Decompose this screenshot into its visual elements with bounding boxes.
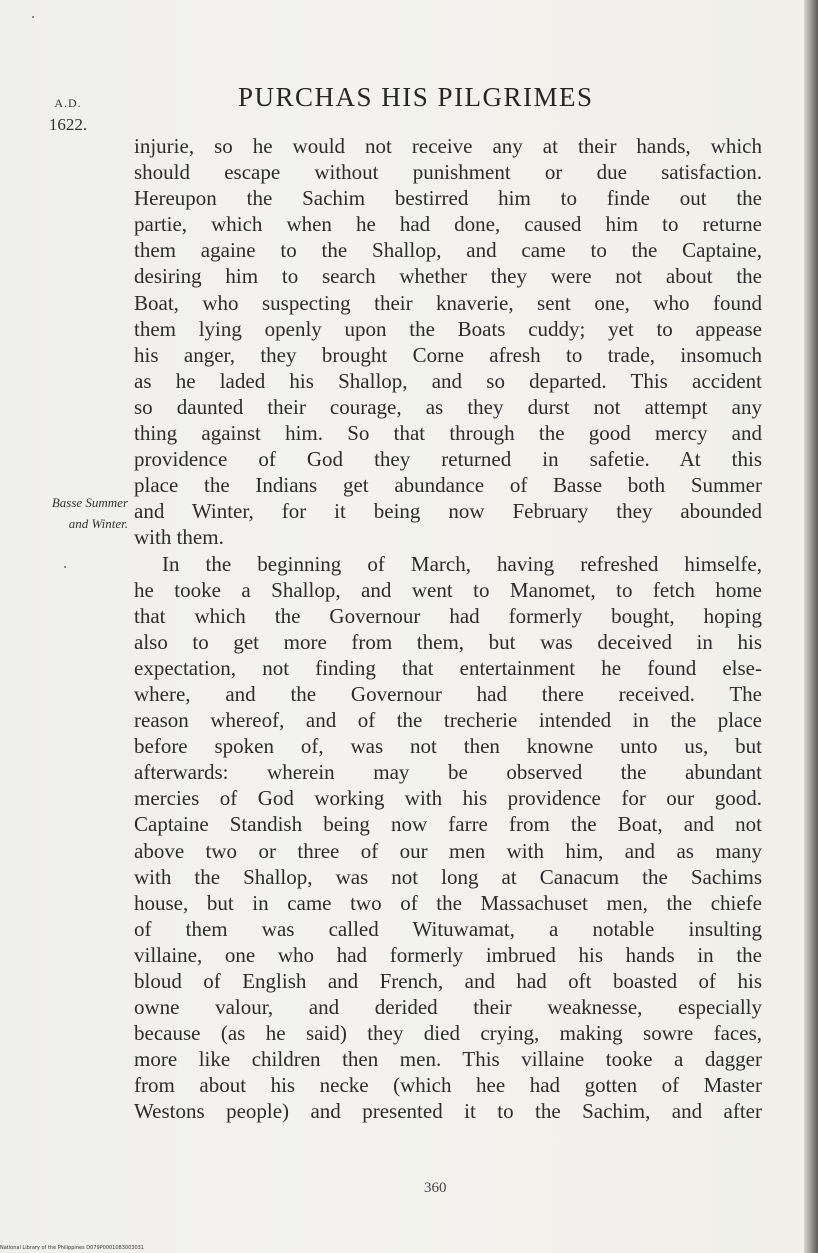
text-line: villaine, one who had formerly imbrued his hands in the [134, 942, 762, 967]
text-line: them lying openly upon the Boats cuddy; yet to appease [134, 316, 762, 341]
text-line: providence of God they returned in safetie. At this [134, 447, 762, 472]
text-line: afterwards: wherein may be observed the abundant [134, 760, 762, 785]
text-line: where, and the Governour had there received. The [134, 681, 762, 706]
text-line: injurie, so he would not receive any at their hands, which [134, 134, 762, 158]
text-line: thing against him. So that through the good mercy and [134, 421, 762, 446]
marginal-note [8, 492, 128, 534]
text-line: above two or three of our men with him, and as many [134, 838, 762, 863]
text-line: more like children then men. This villaine tooke a dagger [134, 1047, 762, 1072]
text-line: of them was called Wituwamat, a notable insulting [134, 916, 762, 941]
text-line: owne valour, and derided their weaknesse, especially [134, 995, 762, 1020]
body-text [134, 133, 762, 1125]
text-line: reason whereof, and of the trecherie intended in the place [134, 708, 762, 733]
text-line: with them. [134, 525, 224, 550]
running-title: PURCHAS HIS PILGRIMES [238, 82, 594, 112]
text-line: with the Shallop, was not long at Canacum the Sachims [134, 864, 762, 889]
ink-speck [64, 566, 66, 568]
text-line: that which the Governour had formerly bought, hoping [134, 603, 762, 628]
marginal-note-line: and Winter. [68, 516, 128, 531]
text-line: In the beginning of March, having refreshed himselfe, [162, 551, 762, 576]
text-line: and Winter, for it being now February they abounded [134, 499, 762, 524]
text-line: partie, which when he had done, caused him to returne [134, 212, 762, 237]
text-line: Boat, who suspecting their knaverie, sent one, who found [134, 290, 762, 315]
page-gutter-shadow [804, 0, 818, 1253]
year-label: 1622. [48, 115, 88, 134]
text-line: expectation, not finding that entertainment he found else- [134, 655, 762, 680]
text-line: house, but in came two of the Massachuset men, the chiefe [134, 890, 762, 915]
text-line: Hereupon the Sachim bestirred him to finde out the [134, 186, 762, 211]
text-line: before spoken of, was not then knowne unto us, but [134, 734, 762, 759]
ink-speck [32, 16, 34, 18]
text-line: also to get more from them, but was deceived in his [134, 629, 762, 654]
text-line: from about his necke (which hee had gotten of Master [134, 1073, 762, 1098]
text-line: bloud of English and French, and had oft boasted of his [134, 969, 762, 993]
page-number: 360 [424, 1180, 447, 1196]
text-line: desiring him to search whether they were not about the [134, 264, 762, 289]
scan-credit: National Library of the Philippines D079P0001083003031 [0, 1245, 144, 1251]
text-line: mercies of God working with his providence for our good. [134, 786, 762, 811]
text-line: because (as he said) they died crying, making sowre faces, [134, 1021, 762, 1046]
anno-domini-label: A.D. [54, 96, 82, 110]
text-line: place the Indians get abundance of Basse both Summer [134, 473, 762, 498]
text-line: his anger, they brought Corne afresh to trade, insomuch [134, 342, 762, 367]
text-line: he tooke a Shallop, and went to Manomet, to fetch home [134, 577, 762, 602]
text-line: so daunted their courage, as they durst not attempt any [134, 394, 762, 419]
margin-date [38, 92, 98, 136]
text-line: Captaine Standish being now farre from the Boat, and not [134, 812, 762, 837]
text-line: as he laded his Shallop, and so departed. This accident [134, 368, 762, 393]
text-line: them againe to the Shallop, and came to the Captaine, [134, 238, 762, 263]
marginal-note-line: Basse Summer [51, 495, 128, 510]
text-line: should escape without punishment or due satisfaction. [134, 160, 762, 185]
text-line: Westons people) and presented it to the Sachim, and after [134, 1099, 762, 1124]
